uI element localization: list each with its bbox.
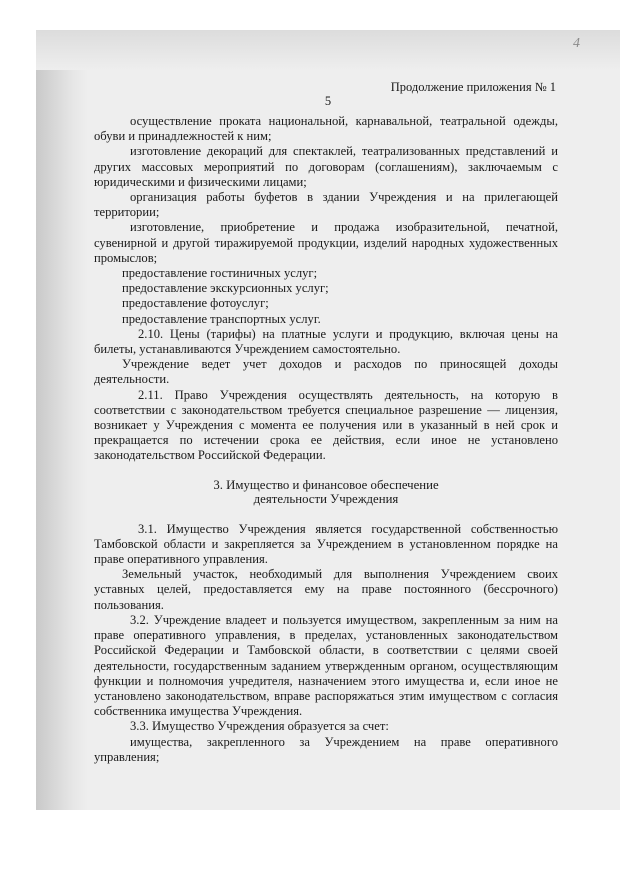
page-number: 5 xyxy=(324,94,332,108)
paragraph: Земельный участок, необходимый для выполнения Учреждением своих уставных целей, предоставляется ему на праве постоянного (бессрочного) пользования. xyxy=(94,567,558,612)
paragraph: 3.3. Имущество Учреждения образуется за счет: xyxy=(130,719,389,734)
section-title xyxy=(94,478,558,506)
paragraph: осуществление проката национальной, карнавальной, театральной одежды, обуви и принадлежностей к ним; xyxy=(94,114,558,144)
paragraph: предоставление транспортных услуг. xyxy=(122,311,321,326)
paragraph: 2.10. Цены (тарифы) на платные услуги и продукцию, включая цены на билеты, устанавливаются Учреждением самостоятельно. xyxy=(94,326,558,357)
paragraph: Учреждение ведет учет доходов и расходов по приносящей доходы деятельности. xyxy=(94,357,558,387)
paragraph: предоставление гостиничных услуг; xyxy=(122,266,318,281)
handwritten-page-mark: 4 xyxy=(573,36,580,51)
paragraph: 3.2. Учреждение владеет и пользуется имуществом, закрепленным за ним на праве оперативного управления, в пределах, установленных законодательством Российской Федерации и Тамбовской области, в соответствии с целями своей деятельности, государственным заданием утвержденным органом, осуществляющим функции и полномочия учредителя, назначением этого имущества и, если иное не установлено законодательством, вправе распоряжаться этим имуществом с согласия собственника имущества Учреждения. xyxy=(94,612,558,719)
paragraph: имущества, закрепленного за Учреждением на праве оперативного управления; xyxy=(94,734,558,764)
scanned-page xyxy=(36,30,620,810)
section-title-line-2: деятельности Учреждения xyxy=(253,491,399,506)
scan-top-shade xyxy=(36,30,620,70)
paragraph: изготовление декораций для спектаклей, театрализованных представлений и других массовых мероприятий по договорам (соглашениям), заключаемым с юридическими и физическими лицами; xyxy=(94,144,558,189)
paragraph: предоставление фотоуслуг; xyxy=(122,296,269,311)
document-body xyxy=(94,114,558,765)
paragraph: 3.1. Имущество Учреждения является государственной собственностью Тамбовской области и закрепляется за Учреждением в установленном порядке на праве оперативного управления. xyxy=(94,521,558,567)
section-title-line-1: 3. Имущество и финансовое обеспечение xyxy=(213,477,439,492)
paragraph: изготовление, приобретение и продажа изобразительной, печатной, сувенирной и другой тиражируемой продукции, изделий народных художественных промыслов; xyxy=(94,220,558,265)
paragraph: 2.11. Право Учреждения осуществлять деятельность, на которую в соответствии с законодательством требуется специальное разрешение — лицензия, возникает у Учреждения с момента ее получения или в указанный в ней срок и прекращается по истечении срока ее действия, если иное не установлено законодательством Российской Федерации. xyxy=(94,387,558,463)
paragraph: предоставление экскурсионных услуг; xyxy=(122,281,329,296)
paragraph: организация работы буфетов в здании Учреждения и на прилегающей территории; xyxy=(94,190,558,220)
scan-binding-shadow xyxy=(36,30,88,810)
appendix-continuation-note: Продолжение приложения № 1 xyxy=(390,80,556,94)
